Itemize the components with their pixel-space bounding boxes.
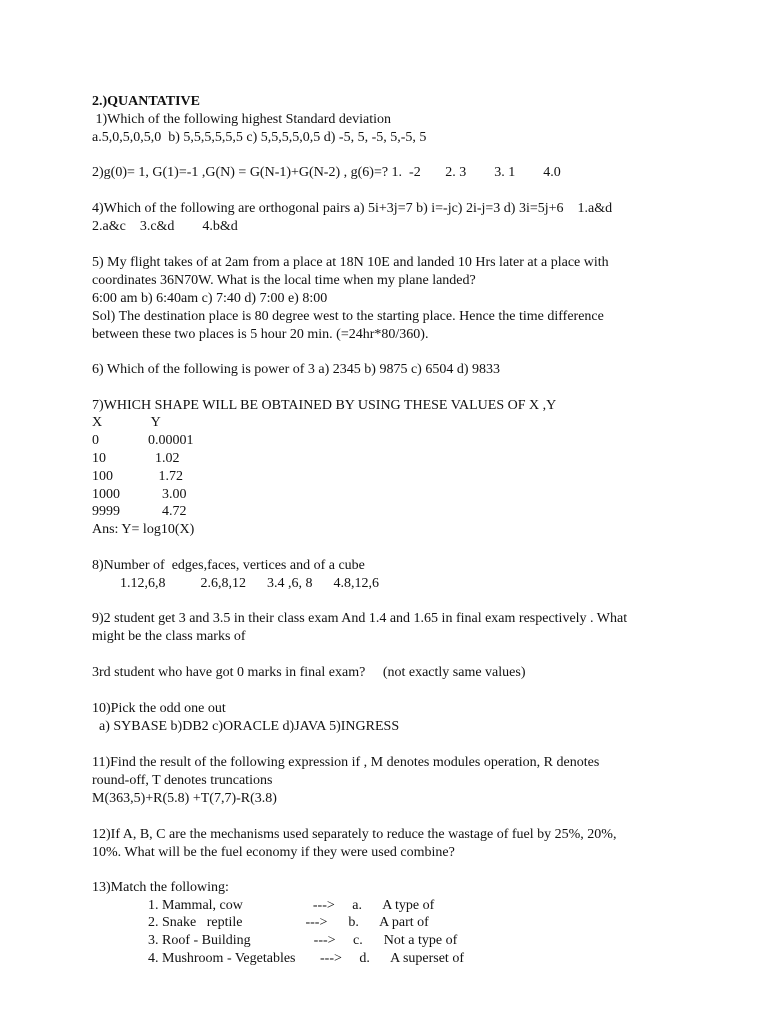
question-10: 10)Pick the odd one out	[92, 701, 226, 716]
question-4: 4)Which of the following are orthogonal pairs a) 5i+3j=7 b) i=-jc) 2i-j=3 d) 3i=5j+6 1.a&d	[92, 201, 613, 216]
question-8: 8)Number of edges,faces, vertices and of a cube	[92, 558, 365, 573]
xy-table-row: 1000 3.00	[92, 487, 187, 502]
question-13: 13)Match the following:	[92, 880, 229, 895]
question-12: 12)If A, B, C are the mechanisms used separately to reduce the wastage of fuel by 25%, 20%,	[92, 827, 617, 842]
question-11-line-2: round-off, T denotes truncations	[92, 773, 273, 788]
question-10-options: a) SYBASE b)DB2 c)ORACLE d)JAVA 5)INGRESS	[92, 719, 400, 734]
question-1: 1)Which of the following highest Standard deviation	[92, 112, 391, 127]
match-row: 2. Snake reptile ---> b. A part of	[92, 915, 429, 930]
question-9: 9)2 student get 3 and 3.5 in their class exam And 1.4 and 1.65 in final exam respectively . What	[92, 611, 628, 626]
question-5-options: 6:00 am b) 6:40am c) 7:40 d) 7:00 e) 8:00	[92, 291, 328, 306]
question-9-line-3: 3rd student who have got 0 marks in final exam? (not exactly same values)	[92, 665, 526, 680]
xy-table-header: X Y	[92, 415, 161, 430]
question-5: 5) My flight takes of at 2am from a place at 18N 10E and landed 10 Hrs later at a place with	[92, 255, 609, 270]
section-heading: 2.)QUANTATIVE	[92, 94, 200, 109]
question-12-line-2: 10%. What will be the fuel economy if they were used combine?	[92, 845, 455, 860]
question-9-line-2: might be the class marks of	[92, 629, 246, 644]
question-5-solution-line-2: between these two places is 5 hour 20 min. (=24hr*80/360).	[92, 327, 429, 342]
question-1-options: a.5,0,5,0,5,0 b) 5,5,5,5,5,5 c) 5,5,5,5,0,5 d) -5, 5, -5, 5,-5, 5	[92, 130, 427, 145]
question-11: 11)Find the result of the following expression if , M denotes modules operation, R denotes	[92, 755, 600, 770]
question-8-options: 1.12,6,8 2.6,8,12 3.4 ,6, 8 4.8,12,6	[92, 576, 379, 591]
question-6: 6) Which of the following is power of 3 a) 2345 b) 9875 c) 6504 d) 9833	[92, 362, 500, 377]
question-7-answer: Ans: Y= log10(X)	[92, 522, 195, 537]
match-row: 4. Mushroom - Vegetables ---> d. A superset of	[92, 951, 464, 966]
question-4-options: 2.a&c 3.c&d 4.b&d	[92, 219, 238, 234]
xy-table-row: 10 1.02	[92, 451, 180, 466]
xy-table-row: 100 1.72	[92, 469, 183, 484]
question-7: 7)WHICH SHAPE WILL BE OBTAINED BY USING THESE VALUES OF X ,Y	[92, 398, 557, 413]
xy-table-row: 9999 4.72	[92, 504, 187, 519]
question-5-line-2: coordinates 36N70W. What is the local time when my plane landed?	[92, 273, 476, 288]
question-5-solution: Sol) The destination place is 80 degree west to the starting place. Hence the time difference	[92, 309, 604, 324]
match-row: 1. Mammal, cow ---> a. A type of	[92, 898, 435, 913]
question-11-expression: M(363,5)+R(5.8) +T(7,7)-R(3.8)	[92, 791, 277, 806]
xy-table-row: 0 0.00001	[92, 433, 194, 448]
question-2: 2)g(0)= 1, G(1)=-1 ,G(N) = G(N-1)+G(N-2) , g(6)=? 1. -2 2. 3 3. 1 4.0	[92, 165, 561, 180]
match-row: 3. Roof - Building ---> c. Not a type of	[92, 933, 458, 948]
